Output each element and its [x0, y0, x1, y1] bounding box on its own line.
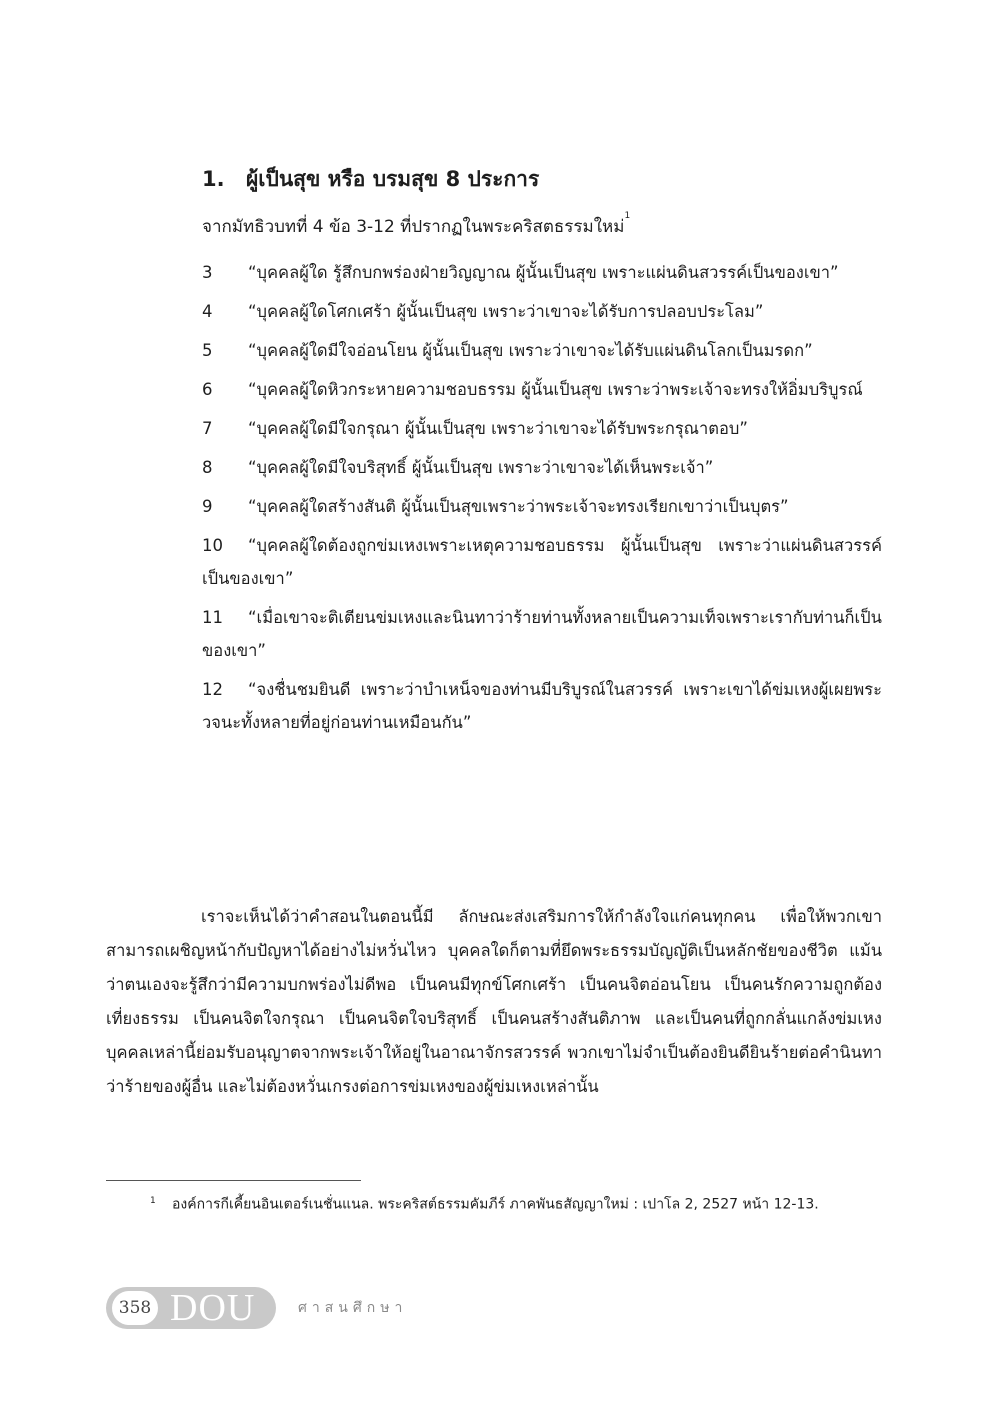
page-footer: [106, 1287, 407, 1329]
verse-text: “บุคคลผู้ใดโศกเศร้า ผู้นั้นเป็นสุข เพราะว่าเขาจะได้รับการปลอบประโลม”: [248, 302, 764, 321]
verse-number: 9: [202, 497, 213, 516]
verse-list: [202, 256, 882, 745]
footnote-marker: 1: [150, 1196, 156, 1206]
verse-item: [202, 256, 882, 289]
source-line: [202, 213, 630, 240]
verse-number: 7: [202, 419, 213, 438]
footnote: [106, 1186, 882, 1220]
verse-text: “บุคคลผู้ใดสร้างสันติ ผู้นั้นเป็นสุขเพราะว่าพระเจ้าจะทรงเรียกเขาว่าเป็นบุตร”: [248, 497, 789, 516]
verse-number: 5: [202, 341, 213, 360]
verse-item: [202, 451, 882, 484]
source-text: จากมัทธิวบทที่ 4 ข้อ 3-12 ที่ปรากฏในพระคริสตธรรมใหม่: [202, 217, 625, 237]
section-heading: [202, 163, 539, 196]
verse-item: [202, 412, 882, 445]
course-title: ศาสนศึกษา: [298, 1300, 408, 1316]
verse-item: [202, 373, 882, 406]
verse-item: [202, 334, 882, 367]
footer-badge: [106, 1287, 276, 1329]
verse-item: [202, 601, 882, 667]
verse-text: “บุคคลผู้ใด รู้สึกบกพร่องฝ่ายวิญญาณ ผู้นั้นเป็นสุข เพราะแผ่นดินสวรรค์เป็นของเขา”: [248, 263, 839, 282]
verse-text: “บุคคลผู้ใดมีใจกรุณา ผู้นั้นเป็นสุข เพราะว่าเขาจะได้รับพระกรุณาตอบ”: [248, 419, 748, 438]
verse-item: [202, 295, 882, 328]
verse-number: 10: [202, 536, 223, 555]
verse-number: 3: [202, 263, 213, 282]
body-paragraph: เราจะเห็นได้ว่าคำสอนในตอนนี้มี ลักษณะส่งเสริมการให้กำลังใจแก่คนทุกคน เพื่อให้พวกเขาสามารถเผชิญหน้ากับปัญหาได้อย่างไม่หวั่นไหว บุคคลใดก็ตามที่ยึดพระธรรมบัญญัติเป็นหลักชัยของชีวิต แม้นว่าตนเองจะรู้สึกว่ามีความบกพร่องไม่ดีพอ เป็นคนมีทุกข์โศกเศร้า เป็นคนจิตอ่อนโยน เป็นคนรักความถูกต้องเที่ยงธรรม เป็นคนจิตใจกรุณา เป็นคนจิตใจบริสุทธิ์ เป็นคนสร้างสันติภาพ และเป็นคนที่ถูกกลั่นแกล้งข่มเหง บุคคลเหล่านี้ย่อมรับอนุญาตจากพระเจ้าให้อยู่ในอาณาจักรสวรรค์ พวกเขาไม่จำเป็นต้องยินดียินร้ายต่อคำนินทาว่าร้ายของผู้อื่น และไม่ต้องหวั่นเกรงต่อการข่มเหงของผู้ข่มเหงเหล่านั้น: [106, 907, 882, 1096]
footnote-text: องค์การกีเคี้ยนอินเตอร์เนชั่นแนล. พระคริสต์ธรรมคัมภีร์ ภาคพันธสัญญาใหม่ : เปาโล 2, 2527 หน้า 12-13.: [172, 1196, 819, 1213]
verse-item: [202, 529, 882, 595]
verse-text: “เมื่อเขาจะติเตียนข่มเหงและนินทาว่าร้ายท่านทั้งหลายเป็นความเท็จเพราะเรากับท่านก็เป็นของเขา”: [202, 608, 882, 660]
verse-text: “บุคคลผู้ใดต้องถูกข่มเหงเพราะเหตุความชอบธรรม ผู้นั้นเป็นสุข เพราะว่าแผ่นดินสวรรค์เป็นของเขา”: [202, 536, 882, 588]
verse-text: “บุคคลผู้ใดมีใจอ่อนโยน ผู้นั้นเป็นสุข เพราะว่าเขาจะได้รับแผ่นดินโลกเป็นมรดก”: [248, 341, 813, 360]
verse-number: 11: [202, 608, 223, 627]
brand-logo: DOU: [170, 1287, 256, 1329]
verse-number: 12: [202, 680, 223, 699]
verse-number: 6: [202, 380, 213, 399]
verse-text: “บุคคลผู้ใดหิวกระหายความชอบธรรม ผู้นั้นเป็นสุข เพราะว่าพระเจ้าจะทรงให้อิ่มบริบูรณ์: [248, 380, 863, 399]
footnote-reference[interactable]: 1: [624, 211, 631, 221]
footnote-divider: [106, 1180, 361, 1181]
verse-text: “จงชื่นชมยินดี เพราะว่าบำเหน็จของท่านมีบริบูรณ์ในสวรรค์ เพราะเขาได้ข่มเหงผู้เผยพระวจนะทั้งหลายที่อยู่ก่อนท่านเหมือนกัน”: [202, 680, 882, 732]
verse-number: 8: [202, 458, 213, 477]
verse-text: “บุคคลผู้ใดมีใจบริสุทธิ์ ผู้นั้นเป็นสุข เพราะว่าเขาจะได้เห็นพระเจ้า”: [248, 458, 714, 477]
section-number: 1.: [202, 167, 225, 191]
page-number: 358: [112, 1291, 158, 1325]
verse-item: [202, 490, 882, 523]
verse-item: [202, 673, 882, 739]
verse-number: 4: [202, 302, 213, 321]
section-title: ผู้เป็นสุข หรือ บรมสุข 8 ประการ: [246, 167, 540, 191]
